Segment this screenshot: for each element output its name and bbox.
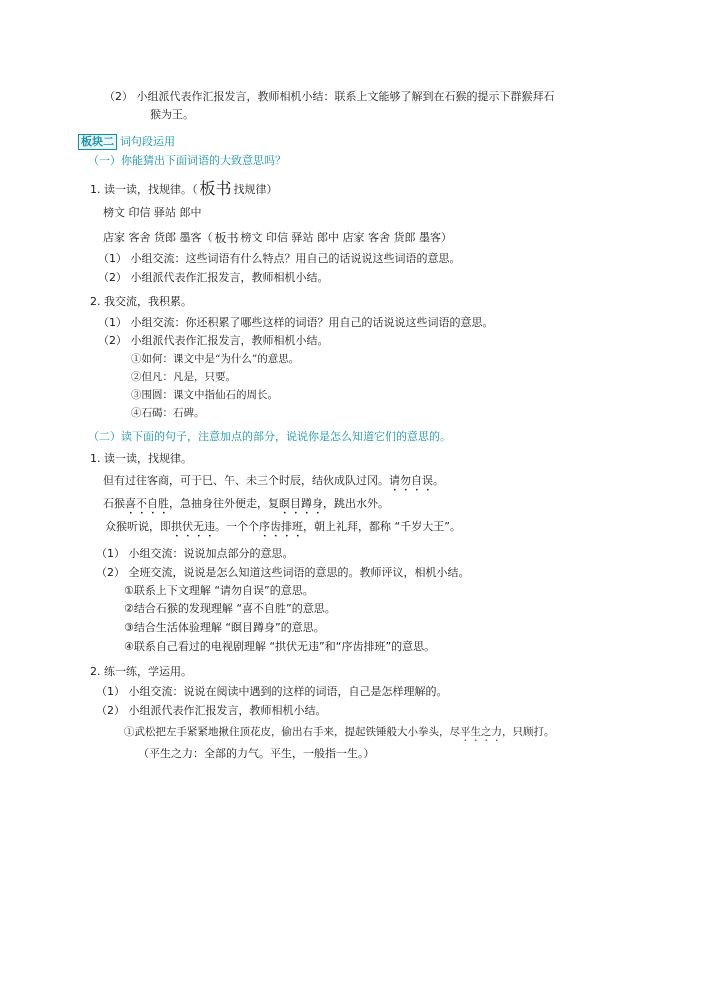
sentence-3-pre: 众猴听说，即 <box>105 520 171 533</box>
list-item: ③结合生活体验理解 “瞑目蹲身”的意思。 <box>124 621 325 634</box>
sentence-1 <box>103 472 444 494</box>
part-1-step-1-sub-1: （1） 小组交流：这些词语有什么特点？用自己的话说说这些词语的意思。 <box>98 252 461 265</box>
part-1-step-2-title: 2. 我交流，我积累。 <box>90 295 192 308</box>
part-2-heading: （二）读下面的句子，注意加点的部分，说说你是怎么知道它们的意思的。 <box>88 430 451 443</box>
top-item-2-line-2: 猴为王。 <box>150 108 194 121</box>
example-note: （平生之力：全部的力气。平生，一般指一生。） <box>138 747 375 760</box>
step-1-title-post: 找规律） <box>233 183 278 196</box>
list-item: ②但凡：凡是，只要。 <box>131 371 236 383</box>
example-post: ，只顾打。 <box>502 726 555 738</box>
sentence-1-emphasis: 请勿自误 <box>389 474 433 487</box>
sentence-3 <box>105 518 461 540</box>
board-stamp <box>200 181 232 197</box>
sentence-3-mid: 。一个个 <box>215 520 259 533</box>
block-2-header <box>78 133 175 151</box>
example-sentence <box>124 723 555 744</box>
sentence-2 <box>103 495 389 517</box>
part-2-step-2-title: 2. 练一练，学运用。 <box>90 665 192 678</box>
example-pre: ①武松把左手紧紧地揪住顶花皮，偷出右手来，提起铁锤般大小拳头，尽 <box>124 726 460 738</box>
sentence-1-pre: 但有过往客商，可于巳、午、未三个时辰，结伙成队过冈。 <box>103 474 389 487</box>
board-stamp-text: 板书 <box>199 179 232 198</box>
list-item: ③围圆：课文中指仙石的周长。 <box>131 389 278 401</box>
word-row-2 <box>103 228 452 247</box>
example-emphasis: 平生之力 <box>460 726 502 738</box>
part-1-step-1-title <box>90 180 278 199</box>
part-2-step-2-sub-2: （2） 小组派代表作汇报发言，教师相机小结。 <box>96 704 327 717</box>
part-1-step-1-sub-2: （2） 小组派代表作汇报发言，教师相机小结。 <box>98 271 329 284</box>
list-item: ④石碣：石碑。 <box>131 407 205 419</box>
list-item: ①如何：课文中是“为什么”的意思。 <box>131 353 300 365</box>
sentence-3-post: ，朝上礼拜，都称 “千岁大王”。 <box>303 520 461 533</box>
block-2-title: 词句段运用 <box>120 135 175 148</box>
sentence-2-emphasis-2: 瞑目蹲身 <box>279 497 323 510</box>
sentence-3-emphasis-1: 拱伏无违 <box>171 520 215 533</box>
sentence-3-emphasis-2: 序齿排班 <box>259 520 303 533</box>
word-row-2-post: 榜文 印信 驿站 郎中 店家 客舍 货郎 墨客） <box>240 231 452 244</box>
sentence-2-mid: ，急抽身往外便走，复 <box>169 497 279 510</box>
step-1-title-pre: 1. 读一读，找规律。（ <box>90 183 198 196</box>
sentence-1-post: 。 <box>433 474 444 487</box>
list-item: ④联系自己看过的电视剧理解 “拱伏无违”和“序齿排班”的意思。 <box>124 640 436 653</box>
sentence-2-post: ，跳出水外。 <box>323 497 389 510</box>
part-2-step-1-sub-2: （2） 全班交流，说说是怎么知道这些词语的意思的。教师评议，相机小结。 <box>96 566 470 579</box>
list-item: ②结合石猴的发现理解 “喜不自胜”的意思。 <box>124 602 336 615</box>
sentence-2-pre: 石猴 <box>103 497 125 510</box>
sentence-2-emphasis-1: 喜不自胜 <box>125 497 169 510</box>
part-2-step-2-sub-1: （1） 小组交流：说说在阅读中遇到的这样的词语，自己是怎样理解的。 <box>96 685 448 698</box>
part-1-step-2-sub-1: （1） 小组交流：你还积累了哪些这样的词语？用自己的话说说这些词语的意思。 <box>98 316 494 329</box>
part-2-step-1-sub-1: （1） 小组交流：说说加点部分的意思。 <box>96 547 294 560</box>
list-item: ①联系上下文理解 “请勿自误”的意思。 <box>124 584 314 597</box>
part-2-step-1-title: 1. 读一读，找规律。 <box>90 452 192 465</box>
block-2-tag: 板块二 <box>78 134 117 150</box>
word-row-2-pre: 店家 客舍 货郎 墨客（ <box>103 231 213 244</box>
board-stamp-2-text: 板书 <box>214 231 239 245</box>
board-stamp-2 <box>215 229 239 246</box>
top-item-2-line-1: （2） 小组派代表作汇报发言，教师相机小结：联系上文能够了解到在石猴的提示下群猴拜石 <box>104 90 555 103</box>
part-1-step-2-sub-2: （2） 小组派代表作汇报发言，教师相机小结。 <box>98 334 329 347</box>
part-1-heading: （一）你能猜出下面词语的大致意思吗？ <box>88 154 286 167</box>
word-row-1: 榜文 印信 驿站 郎中 <box>103 206 202 219</box>
